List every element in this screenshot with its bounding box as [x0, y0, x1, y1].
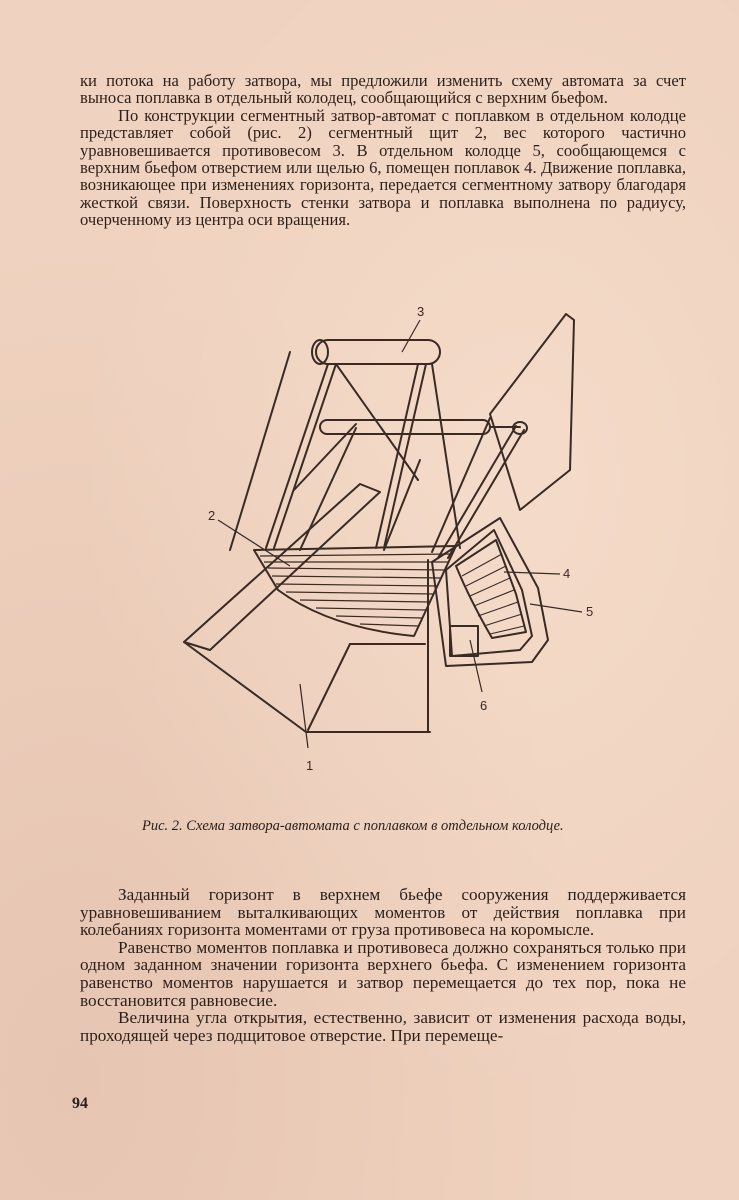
- label-2: 2: [208, 508, 216, 523]
- segment-gate: [254, 546, 456, 636]
- float-well-inner: [446, 530, 532, 656]
- paragraph: По конструкции сегментный затвор-автомат с поплавком в отдельном колодце представляет собой (рис. 2) сегментный щит 2, вес которого частично уравновешивается противовесом 3. В отдельном колодце 5, сообщающемся с верхним бьефом отверстием или щелью 6, помещен поплавок 4. Движение поплавка, возникающее при изменениях горизонта, передается сегментному затвору благодаря жесткой связи. Поверхность стенки затвора и поплавка выполнена по радиусу, очерченному из центра оси вращения.: [80, 105, 686, 230]
- counterweight-roller: [316, 340, 440, 364]
- top-text-block: [80, 72, 686, 229]
- paragraph: ки потока на работу затвора, мы предложили изменить схему автомата за счет выноса поплавка в отдельный колодец, сообщающийся с верхним бьефом.: [80, 71, 686, 108]
- label-4: 4: [563, 566, 571, 581]
- gate-diagram: [170, 300, 630, 780]
- paragraph: Равенство моментов поплавка и противовеса должно сохраняться только при одном заданном значении горизонта верхнего бьефа. С изменением горизонта равенство моментов нарушается и затвор перемещается до тех пор, пока не восстановится равновесие.: [80, 937, 686, 1010]
- opening: [450, 626, 478, 656]
- float-hatching: [462, 554, 524, 634]
- label-3: 3: [417, 304, 425, 319]
- paragraph: Величина угла открытия, естественно, зависит от изменения расхода воды, проходящей через подщитовое отверстие. При перемеще-: [80, 1008, 686, 1045]
- right-wall: [490, 314, 574, 510]
- bottom-text-block: [80, 886, 686, 1044]
- label-5: 5: [586, 604, 594, 619]
- truss-member: [384, 364, 426, 548]
- link-rod: [448, 430, 524, 558]
- truss-member: [230, 352, 290, 550]
- label-1: 1: [306, 758, 314, 773]
- page-number: 94: [72, 1095, 88, 1112]
- leader-lines: [218, 320, 582, 748]
- sill: [308, 644, 350, 730]
- gate-schematic-figure: [170, 300, 630, 780]
- truss-member: [376, 364, 418, 548]
- figure-caption: Рис. 2. Схема затвора-автомата с поплавком в отдельном колодце.: [142, 818, 564, 834]
- floor-edge: [184, 642, 306, 732]
- label-6: 6: [480, 698, 488, 713]
- paragraph: Заданный горизонт в верхнем бьефе сооружения поддерживается уравновешиванием выталкивающих моментов от действия поплавка при колебаниях горизонта моментами от груза противовеса на коромысле.: [80, 885, 686, 940]
